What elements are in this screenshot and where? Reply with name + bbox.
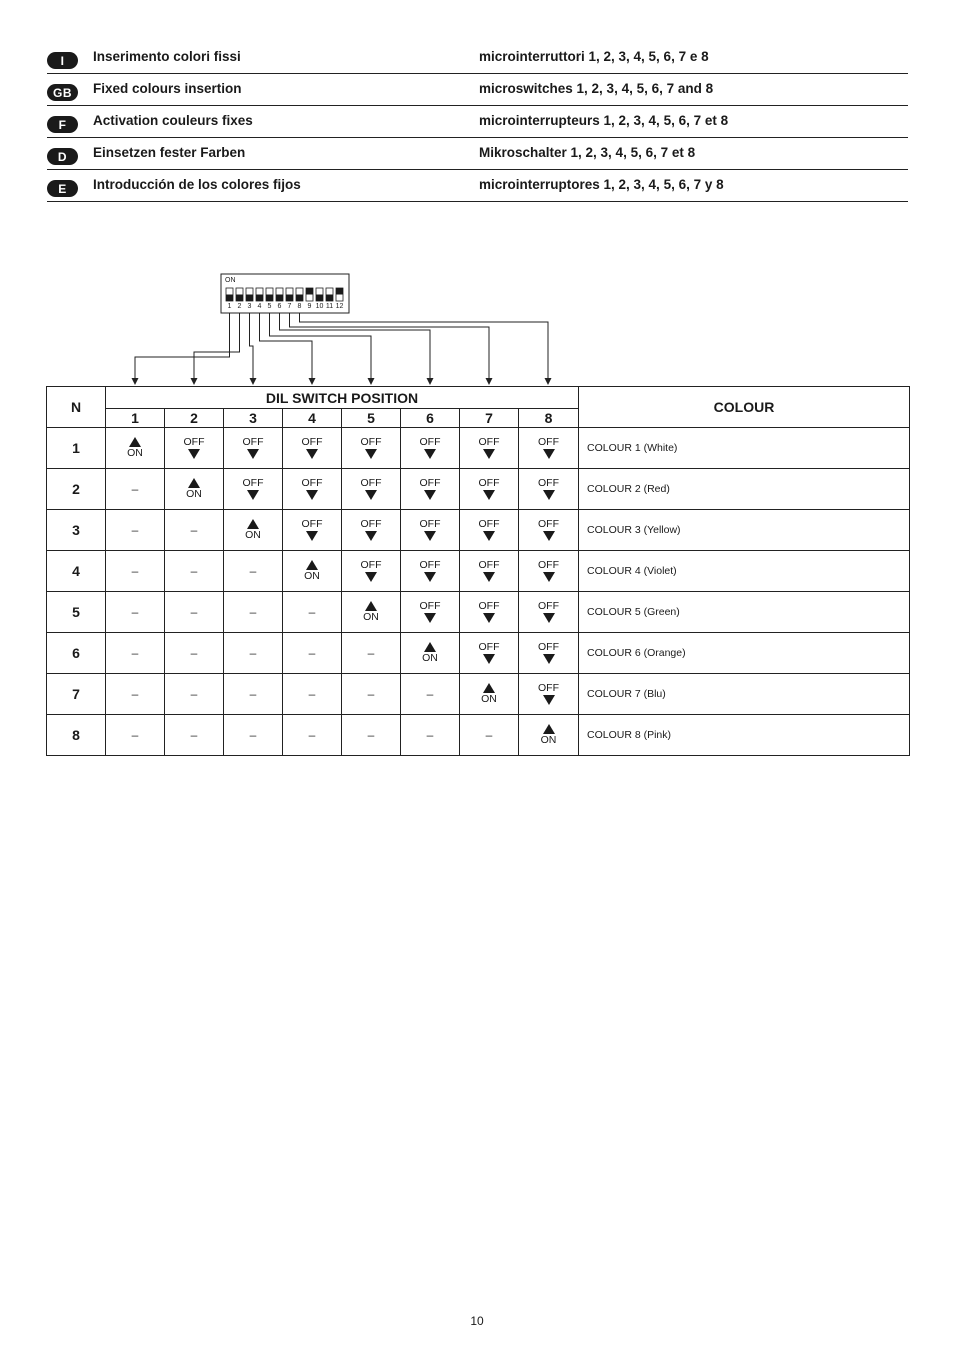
dip-lever-2 (236, 295, 243, 302)
cell-off (519, 633, 579, 674)
off-label: OFF (419, 518, 441, 530)
header-n: N (47, 387, 106, 428)
dash: – (131, 646, 139, 660)
off-label: OFF (242, 436, 264, 448)
cell-off (460, 633, 519, 674)
cell-off (283, 469, 342, 510)
arrow-down-icon (543, 490, 555, 500)
dash: – (190, 564, 198, 578)
dip-number-2: 2 (237, 303, 242, 310)
on-label: ON (422, 652, 438, 664)
cell-on (401, 633, 460, 674)
row-number: 7 (47, 674, 106, 715)
arrow-down-icon (424, 572, 436, 582)
colour-name: COLOUR 6 (Orange) (579, 633, 910, 674)
connector-arrow-7 (486, 378, 493, 385)
dip-number-8: 8 (297, 303, 302, 310)
state-off (342, 560, 400, 582)
cell-empty (342, 674, 401, 715)
table-body (47, 428, 910, 756)
switch-connectors (132, 313, 552, 385)
cell-off (519, 592, 579, 633)
connector-line-3 (250, 313, 254, 379)
dip-lever-10 (316, 295, 323, 302)
state-off (519, 601, 578, 623)
cell-off (401, 428, 460, 469)
on-label: ON (363, 611, 379, 623)
arrow-up-icon (543, 724, 555, 734)
dip-number-11: 11 (325, 303, 334, 310)
cell-off (519, 510, 579, 551)
off-label: OFF (301, 518, 323, 530)
cell-empty (401, 715, 460, 756)
dash: – (131, 728, 139, 742)
connector-line-6 (280, 313, 431, 379)
connector-arrow-6 (427, 378, 434, 385)
dip-switch-diagram (0, 0, 954, 400)
cell-empty (165, 510, 224, 551)
cell-empty (106, 674, 165, 715)
arrow-down-icon (483, 613, 495, 623)
arrow-down-icon (424, 449, 436, 459)
state-off (165, 437, 223, 459)
cell-empty (165, 633, 224, 674)
on-label: ON (304, 570, 320, 582)
state-off (519, 478, 578, 500)
cell-on (165, 469, 224, 510)
dip-lever-6 (276, 295, 283, 302)
cell-on (283, 551, 342, 592)
state-on (519, 724, 578, 746)
on-label: ON (540, 734, 557, 746)
state-off (401, 560, 459, 582)
arrow-up-icon (365, 601, 377, 611)
connector-arrow-1 (132, 378, 139, 385)
connector-line-4 (260, 313, 313, 379)
table-row (47, 674, 910, 715)
dip-lever-7 (286, 295, 293, 302)
arrow-up-icon (188, 478, 200, 488)
header-switch-5: 5 (342, 409, 401, 428)
cell-empty (460, 715, 519, 756)
off-label: OFF (538, 518, 559, 530)
row-number: 1 (47, 428, 106, 469)
cell-off (460, 510, 519, 551)
language-switches: Mikroschalter 1, 2, 3, 4, 5, 6, 7 et 8 (479, 145, 696, 160)
state-off (401, 437, 459, 459)
state-off (460, 601, 518, 623)
dash: – (308, 646, 316, 660)
off-label: OFF (360, 559, 382, 571)
dash: – (131, 687, 139, 701)
state-off (460, 642, 518, 664)
state-on (401, 642, 459, 664)
dip-number-1: 1 (227, 303, 232, 310)
state-off (401, 478, 459, 500)
cell-off (460, 469, 519, 510)
arrow-down-icon (365, 490, 377, 500)
off-label: OFF (183, 436, 205, 448)
header-switch-7: 7 (460, 409, 519, 428)
arrow-down-icon (543, 613, 555, 623)
cell-on (342, 592, 401, 633)
state-off (519, 437, 578, 459)
dip-number-9: 9 (307, 303, 312, 310)
arrow-down-icon (543, 654, 555, 664)
arrow-down-icon (483, 531, 495, 541)
state-on (165, 478, 223, 500)
cell-empty (224, 551, 283, 592)
connector-arrow-4 (309, 378, 316, 385)
cell-off (519, 469, 579, 510)
arrow-down-icon (424, 613, 436, 623)
dip-number-5: 5 (267, 303, 272, 310)
cell-off (224, 428, 283, 469)
cell-empty (401, 674, 460, 715)
language-badge: F (47, 116, 78, 133)
arrow-down-icon (424, 531, 436, 541)
dash: – (190, 728, 198, 742)
state-off (460, 560, 518, 582)
arrow-down-icon (543, 695, 555, 705)
dash: – (249, 646, 257, 660)
cell-empty (106, 715, 165, 756)
cell-empty (106, 510, 165, 551)
dash: – (426, 687, 434, 701)
cell-off (283, 428, 342, 469)
cell-empty (106, 469, 165, 510)
arrow-up-icon (129, 437, 141, 447)
on-label: ON (481, 693, 497, 705)
state-on (283, 560, 341, 582)
dash: – (131, 564, 139, 578)
dash: – (190, 605, 198, 619)
dash: – (308, 728, 316, 742)
dash: – (367, 728, 375, 742)
state-off (519, 519, 578, 541)
cell-off (401, 551, 460, 592)
state-off (342, 519, 400, 541)
state-off (283, 478, 341, 500)
dash: – (249, 605, 257, 619)
off-label: OFF (419, 477, 441, 489)
state-off (342, 437, 400, 459)
state-off (460, 519, 518, 541)
connector-arrow-5 (368, 378, 375, 385)
row-number: 4 (47, 551, 106, 592)
off-label: OFF (360, 518, 382, 530)
state-on (460, 683, 518, 705)
language-switches: microinterruptores 1, 2, 3, 4, 5, 6, 7 y 8 (479, 177, 724, 192)
colour-name: COLOUR 1 (White) (579, 428, 910, 469)
arrow-up-icon (483, 683, 495, 693)
language-badge: I (47, 52, 78, 69)
dash: – (249, 564, 257, 578)
dash: – (308, 605, 316, 619)
dash: – (131, 482, 139, 496)
off-label: OFF (538, 600, 559, 612)
dip-number-12: 12 (335, 303, 344, 310)
dip-lever-4 (256, 295, 263, 302)
cell-empty (106, 551, 165, 592)
cell-off (342, 469, 401, 510)
row-number: 6 (47, 633, 106, 674)
arrow-down-icon (306, 531, 318, 541)
dip-lever-3 (246, 295, 253, 302)
cell-empty (283, 633, 342, 674)
header-colour: COLOUR (579, 387, 910, 428)
cell-empty (342, 633, 401, 674)
language-badge: E (47, 180, 78, 197)
cell-empty (224, 592, 283, 633)
off-label: OFF (242, 477, 264, 489)
cell-on (519, 715, 579, 756)
state-off (224, 478, 282, 500)
arrow-down-icon (365, 449, 377, 459)
arrow-down-icon (365, 572, 377, 582)
cell-empty (342, 715, 401, 756)
off-label: OFF (478, 477, 500, 489)
dip-lever-8 (296, 295, 303, 302)
cell-empty (106, 592, 165, 633)
state-off (519, 642, 578, 664)
colour-name: COLOUR 8 (Pink) (579, 715, 910, 756)
header-switch-4: 4 (283, 409, 342, 428)
connector-arrow-8 (545, 378, 552, 385)
cell-empty (165, 551, 224, 592)
dip-lever-5 (266, 295, 273, 302)
off-label: OFF (538, 682, 559, 694)
state-on (342, 601, 400, 623)
language-title: Introducción de los colores fijos (93, 177, 301, 192)
row-number: 5 (47, 592, 106, 633)
dash: – (426, 728, 434, 742)
cell-off (401, 592, 460, 633)
dip-lever-11 (326, 295, 333, 302)
state-off (519, 683, 578, 705)
connector-line-2 (194, 313, 240, 379)
connector-line-7 (290, 313, 490, 379)
dip-number-7: 7 (287, 303, 292, 310)
state-off (283, 437, 341, 459)
on-label: ON (245, 529, 261, 541)
dash: – (190, 646, 198, 660)
dash: – (249, 728, 257, 742)
cell-off (460, 551, 519, 592)
off-label: OFF (538, 477, 559, 489)
header-switch-8: 8 (519, 409, 579, 428)
table-row (47, 510, 910, 551)
dip-on-label: ON (225, 277, 236, 284)
state-off (460, 478, 518, 500)
cell-off (342, 428, 401, 469)
language-title: Einsetzen fester Farben (93, 145, 246, 160)
colour-name: COLOUR 5 (Green) (579, 592, 910, 633)
off-label: OFF (419, 559, 441, 571)
cell-off (519, 551, 579, 592)
colour-name: COLOUR 2 (Red) (579, 469, 910, 510)
connector-line-8 (300, 313, 549, 379)
off-label: OFF (419, 600, 441, 612)
state-on (106, 437, 164, 459)
on-label: ON (127, 447, 143, 459)
table-row (47, 592, 910, 633)
arrow-down-icon (483, 449, 495, 459)
connector-arrow-3 (250, 378, 257, 385)
dip-number-10: 10 (315, 303, 324, 310)
state-off (224, 437, 282, 459)
row-number: 8 (47, 715, 106, 756)
connector-line-5 (270, 313, 372, 379)
language-switches: microswitches 1, 2, 3, 4, 5, 6, 7 and 8 (479, 81, 714, 96)
dash: – (367, 687, 375, 701)
cell-off (519, 428, 579, 469)
cell-off (283, 510, 342, 551)
cell-empty (165, 715, 224, 756)
arrow-down-icon (543, 449, 555, 459)
cell-off (519, 674, 579, 715)
dash: – (367, 646, 375, 660)
arrow-down-icon (306, 490, 318, 500)
row-number: 2 (47, 469, 106, 510)
arrow-up-icon (306, 560, 318, 570)
colour-name: COLOUR 4 (Violet) (579, 551, 910, 592)
cell-off (224, 469, 283, 510)
table-row (47, 633, 910, 674)
header-switch-6: 6 (401, 409, 460, 428)
language-title: Inserimento colori fissi (93, 49, 241, 64)
state-off (519, 560, 578, 582)
arrow-down-icon (543, 531, 555, 541)
header-dil-switch-position: DIL SWITCH POSITION (106, 387, 579, 409)
off-label: OFF (478, 559, 500, 571)
dip-switch-block (221, 274, 349, 313)
state-on (224, 519, 282, 541)
language-badge: GB (47, 84, 78, 101)
cell-off (165, 428, 224, 469)
dash: – (485, 728, 493, 742)
arrow-down-icon (306, 449, 318, 459)
page-number: 10 (470, 1314, 484, 1328)
cell-empty (106, 633, 165, 674)
arrow-down-icon (247, 490, 259, 500)
cell-off (401, 469, 460, 510)
state-off (460, 437, 518, 459)
connector-arrow-2 (191, 378, 198, 385)
language-switches: microinterruttori 1, 2, 3, 4, 5, 6, 7 e 8 (479, 49, 709, 64)
dil-switch-table (46, 386, 910, 756)
state-off (342, 478, 400, 500)
table-row (47, 551, 910, 592)
dip-lever-12 (336, 288, 343, 295)
cell-on (460, 674, 519, 715)
arrow-down-icon (543, 572, 555, 582)
off-label: OFF (360, 477, 382, 489)
off-label: OFF (538, 436, 559, 448)
arrow-down-icon (247, 449, 259, 459)
state-off (401, 519, 459, 541)
cell-empty (165, 592, 224, 633)
connector-line-1 (135, 313, 230, 379)
dash: – (190, 523, 198, 537)
table-row (47, 428, 910, 469)
cell-on (106, 428, 165, 469)
dip-number-3: 3 (247, 303, 252, 310)
dip-number-4: 4 (257, 303, 262, 310)
off-label: OFF (478, 641, 500, 653)
row-number: 3 (47, 510, 106, 551)
off-label: OFF (301, 436, 323, 448)
table-row (47, 469, 910, 510)
cell-off (342, 551, 401, 592)
cell-empty (283, 674, 342, 715)
dash: – (190, 687, 198, 701)
arrow-down-icon (483, 572, 495, 582)
dash: – (131, 523, 139, 537)
cell-off (401, 510, 460, 551)
table-row (47, 715, 910, 756)
header-switch-3: 3 (224, 409, 283, 428)
cell-empty (283, 592, 342, 633)
state-off (401, 601, 459, 623)
cell-empty (165, 674, 224, 715)
dip-number-6: 6 (277, 303, 282, 310)
arrow-up-icon (247, 519, 259, 529)
cell-off (460, 428, 519, 469)
header-switch-1: 1 (106, 409, 165, 428)
cell-empty (224, 674, 283, 715)
off-label: OFF (301, 477, 323, 489)
language-title: Fixed colours insertion (93, 81, 242, 96)
arrow-down-icon (365, 531, 377, 541)
cell-empty (224, 633, 283, 674)
dip-lever-1 (226, 295, 233, 302)
cell-empty (224, 715, 283, 756)
dash: – (308, 687, 316, 701)
off-label: OFF (538, 641, 559, 653)
dash: – (131, 605, 139, 619)
cell-empty (283, 715, 342, 756)
on-label: ON (186, 488, 202, 500)
arrow-down-icon (483, 654, 495, 664)
cell-off (460, 592, 519, 633)
dash: – (249, 687, 257, 701)
off-label: OFF (478, 436, 500, 448)
colour-name: COLOUR 3 (Yellow) (579, 510, 910, 551)
off-label: OFF (538, 559, 559, 571)
cell-off (342, 510, 401, 551)
off-label: OFF (419, 436, 441, 448)
cell-on (224, 510, 283, 551)
arrow-down-icon (424, 490, 436, 500)
arrow-down-icon (188, 449, 200, 459)
off-label: OFF (360, 436, 382, 448)
language-title: Activation couleurs fixes (93, 113, 253, 128)
arrow-down-icon (483, 490, 495, 500)
dip-lever-9 (306, 288, 313, 295)
arrow-up-icon (424, 642, 436, 652)
off-label: OFF (478, 600, 500, 612)
colour-name: COLOUR 7 (Blu) (579, 674, 910, 715)
header-switch-2: 2 (165, 409, 224, 428)
state-off (283, 519, 341, 541)
language-badge: D (47, 148, 78, 165)
language-switches: microinterrupteurs 1, 2, 3, 4, 5, 6, 7 et 8 (479, 113, 729, 128)
off-label: OFF (478, 518, 500, 530)
